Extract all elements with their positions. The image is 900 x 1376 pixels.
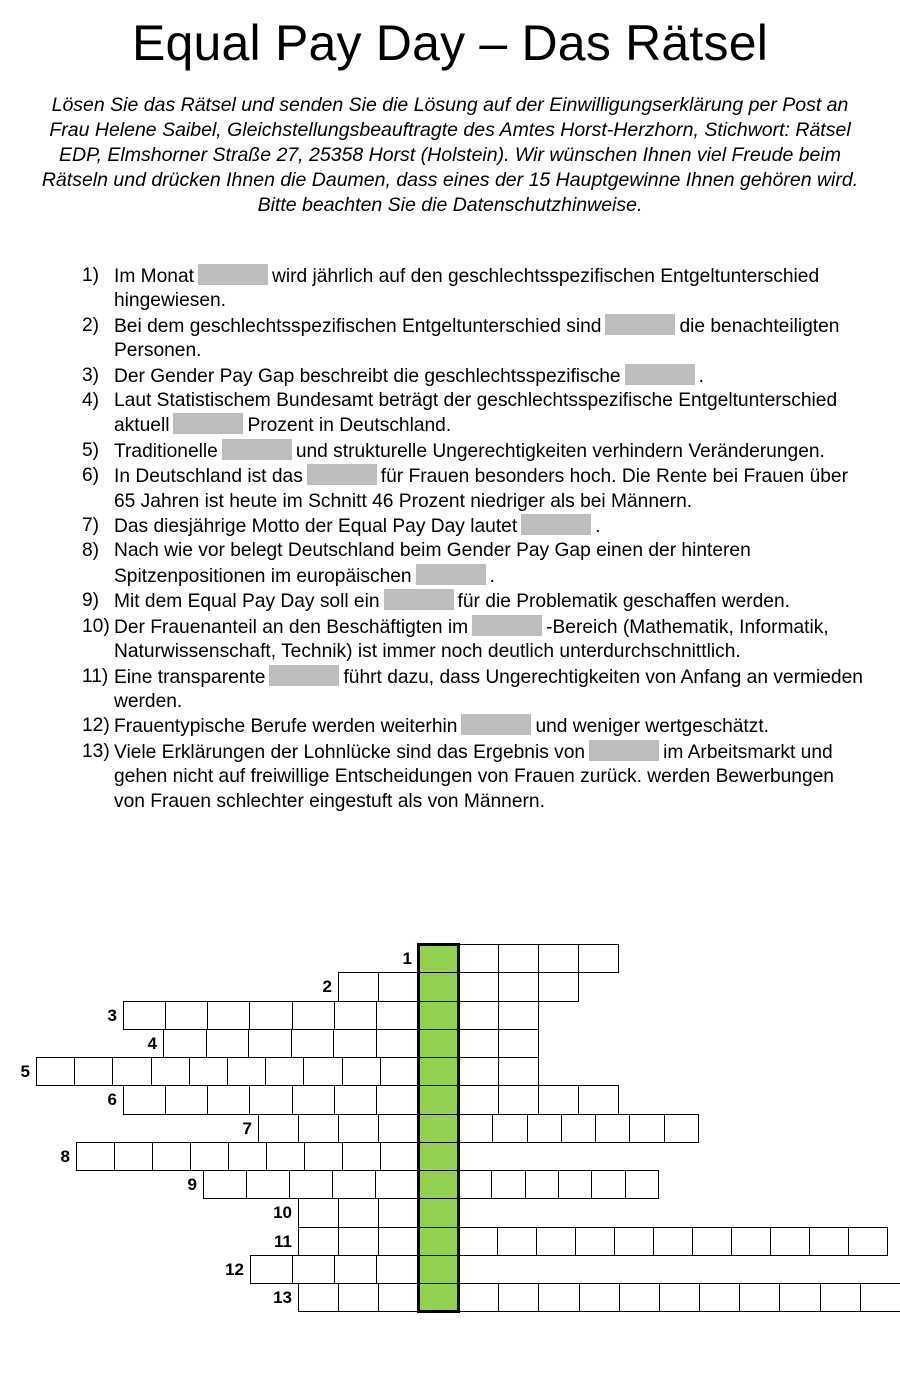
- crossword-cell[interactable]: [497, 1227, 537, 1256]
- solution-cell[interactable]: [418, 972, 459, 1001]
- crossword-cell[interactable]: [625, 1170, 659, 1199]
- crossword-cell[interactable]: [699, 1283, 740, 1312]
- crossword-cell[interactable]: [342, 1142, 381, 1171]
- crossword-cell[interactable]: [292, 1085, 335, 1114]
- crossword-cell[interactable]: [619, 1283, 660, 1312]
- crossword-cell[interactable]: [342, 1057, 381, 1086]
- crossword-cell[interactable]: [378, 1283, 419, 1312]
- clue-text-before: In Deutschland ist das: [114, 466, 303, 488]
- crossword-cell[interactable]: [458, 1198, 460, 1227]
- crossword-cell[interactable]: [114, 1142, 153, 1171]
- crossword-cell[interactable]: [779, 1283, 820, 1312]
- clue-text-before: Laut Statistischem Bundesamt beträgt der geschlechtsspezifische Entgeltunterschied aktuell: [114, 390, 838, 437]
- clue-number: 4): [82, 390, 100, 412]
- clue-text-before: Im Monat: [114, 266, 194, 287]
- crossword-cell[interactable]: [203, 1170, 247, 1199]
- crossword-cell[interactable]: [298, 1114, 339, 1143]
- crossword-cell[interactable]: [458, 944, 499, 973]
- solution-cell[interactable]: [418, 1255, 459, 1284]
- clue-text-before: Nach wie vor belegt Deutschland beim Gender Pay Gap einen der hinteren Spitzenpositionen im europäischen: [114, 540, 751, 587]
- crossword-cell[interactable]: [538, 1283, 579, 1312]
- clue-text-after: die benachteiligten Personen.: [114, 315, 840, 362]
- clue-number: 9): [82, 590, 100, 612]
- crossword-cell[interactable]: [248, 1029, 292, 1058]
- crossword-cell[interactable]: [36, 1057, 75, 1086]
- crossword-cell[interactable]: [525, 1170, 559, 1199]
- solution-cell[interactable]: [418, 944, 459, 973]
- crossword-cell[interactable]: [458, 1227, 498, 1256]
- crossword-cell[interactable]: [378, 1198, 419, 1227]
- crossword-cell[interactable]: [731, 1227, 771, 1256]
- crossword-cell[interactable]: [206, 1029, 250, 1058]
- row-number-label: 4: [147, 1033, 157, 1053]
- clue-text-before: Frauentypische Berufe werden weiterhin: [114, 716, 458, 738]
- crossword-cell[interactable]: [498, 972, 539, 1001]
- crossword-cell[interactable]: [578, 1085, 619, 1114]
- crossword-cell[interactable]: [378, 972, 419, 1001]
- clue-text-after: .: [698, 365, 704, 387]
- crossword-cell[interactable]: [338, 1114, 379, 1143]
- crossword-cell[interactable]: [249, 1001, 292, 1030]
- crossword-cell[interactable]: [304, 1142, 343, 1171]
- row-number-label: 13: [273, 1288, 292, 1307]
- crossword-cell[interactable]: [578, 944, 619, 973]
- solution-cell[interactable]: [418, 1057, 459, 1086]
- crossword-cell[interactable]: [163, 1029, 207, 1058]
- clue-number: 3): [82, 364, 100, 386]
- clue-number: 2): [82, 314, 100, 336]
- clue-number: 6): [82, 465, 100, 487]
- clue-text-before: Der Frauenanteil an den Beschäftigten im: [114, 616, 469, 638]
- clue-text-after: im Arbeitsmarkt und gehen nicht auf freiwillige Entscheidungen von Frauen zurück. werden Bewerbungen von Frauen schlechter eingestuft als von Männern.: [114, 741, 834, 812]
- crossword-cell[interactable]: [291, 1029, 335, 1058]
- crossword-cell[interactable]: [123, 1085, 166, 1114]
- intro-text: Lösen Sie das Rätsel und senden Sie die Lösung auf der Einwilligungserklärung per Post an Frau Helene Saibel, Gleichstellungsbeauftragte des Amtes Horst-Herzhorn, Stichwort: Rätsel EDP, Elmshorner Straße 27, 25358 Horst (Holstein). Wir wünschen Ihnen viel Freude beim Rätseln und drücken Ihnen die Daumen, dass eines der 15 Hauptgewinne Ihnen gehören wird. Bitte beachten Sie die Datenschutzhinweise.: [41, 94, 859, 216]
- crossword-cell[interactable]: [739, 1283, 780, 1312]
- crossword-cell[interactable]: [249, 1085, 292, 1114]
- crossword-cell[interactable]: [190, 1142, 229, 1171]
- crossword-cell[interactable]: [492, 1114, 527, 1143]
- row-number-label: 2: [322, 977, 332, 997]
- clue-text-after: für Frauen besonders hoch. Die Rente bei Frauen über 65 Jahren ist heute im Schnitt 46 Prozent niedriger als bei Männern.: [114, 466, 848, 512]
- crossword-cell[interactable]: [338, 972, 379, 1001]
- clue-number: 11): [82, 665, 109, 687]
- crossword-cell[interactable]: [250, 1255, 293, 1284]
- crossword-cell[interactable]: [498, 1029, 539, 1058]
- row-number-label: 9: [187, 1175, 197, 1194]
- crossword-cell[interactable]: [498, 1001, 539, 1030]
- solution-cell[interactable]: [418, 1227, 459, 1256]
- crossword-cell[interactable]: [246, 1170, 290, 1199]
- row-number-label: 3: [107, 1005, 117, 1025]
- row-number-label: 10: [273, 1203, 292, 1223]
- clue-number: 8): [82, 540, 100, 562]
- clue-text-after: für die Problematik geschaffen werden.: [457, 591, 790, 613]
- crossword-cell[interactable]: [265, 1057, 304, 1086]
- clue-number: 5): [82, 439, 100, 461]
- crossword-cell[interactable]: [538, 972, 579, 1001]
- crossword-cell[interactable]: [659, 1283, 700, 1312]
- clue-text-after: und weniger wertgeschätzt.: [535, 716, 770, 738]
- crossword-cell[interactable]: [333, 1029, 377, 1058]
- crossword-cell[interactable]: [820, 1283, 861, 1312]
- solution-cell[interactable]: [418, 1029, 459, 1058]
- crossword-cell[interactable]: [653, 1227, 693, 1256]
- crossword-cell[interactable]: [165, 1001, 208, 1030]
- clue-text-before: Das diesjährige Motto der Equal Pay Day lautet: [114, 516, 518, 538]
- clue-number: 1): [82, 265, 100, 286]
- crossword-cell[interactable]: [298, 1227, 339, 1256]
- clue-text-before: Bei dem geschlechtsspezifischen Entgeltunterschied sind: [114, 315, 602, 337]
- row-number-label: 12: [225, 1259, 244, 1279]
- crossword-cell[interactable]: [380, 1142, 419, 1171]
- crossword-cell[interactable]: [538, 1085, 579, 1114]
- crossword-cell[interactable]: [458, 1029, 499, 1058]
- crossword-cell[interactable]: [498, 1283, 539, 1312]
- crossword-cell[interactable]: [189, 1057, 228, 1086]
- clue-number: 7): [82, 515, 100, 537]
- crossword-cell[interactable]: [614, 1227, 654, 1256]
- crossword-cell[interactable]: [458, 1283, 499, 1312]
- solution-cell[interactable]: [418, 1283, 459, 1312]
- crossword-cell[interactable]: [860, 1283, 900, 1312]
- clue-text-after: Prozent in Deutschland.: [247, 415, 452, 437]
- crossword-cell[interactable]: [498, 1085, 539, 1114]
- crossword-cell[interactable]: [664, 1114, 699, 1143]
- solution-cell[interactable]: [418, 1114, 459, 1143]
- crossword-cell[interactable]: [376, 1255, 419, 1284]
- clue-text-before: Eine transparente: [114, 666, 266, 688]
- crossword-cell[interactable]: [292, 1001, 335, 1030]
- crossword-cell[interactable]: [458, 1057, 499, 1086]
- crossword-cell[interactable]: [258, 1114, 299, 1143]
- crossword-cell[interactable]: [165, 1085, 208, 1114]
- solution-cell[interactable]: [418, 1198, 459, 1227]
- crossword-cell[interactable]: [76, 1142, 115, 1171]
- clue-text-after: und strukturelle Ungerechtigkeiten verhindern Veränderungen.: [295, 440, 825, 462]
- crossword-cell[interactable]: [498, 944, 539, 973]
- crossword-cell[interactable]: [227, 1057, 266, 1086]
- row-number-label: 5: [20, 1062, 30, 1081]
- crossword-cell[interactable]: [378, 1114, 419, 1143]
- crossword-cell[interactable]: [561, 1114, 596, 1143]
- crossword-cell[interactable]: [527, 1114, 562, 1143]
- crossword-cell[interactable]: [595, 1114, 630, 1143]
- crossword-cell[interactable]: [207, 1085, 250, 1114]
- crossword-cell[interactable]: [303, 1057, 342, 1086]
- crossword-cell[interactable]: [334, 1255, 377, 1284]
- row-number-label: 1: [402, 949, 412, 968]
- crossword-cell[interactable]: [538, 944, 579, 973]
- crossword-cell[interactable]: [298, 1283, 339, 1312]
- crossword-cell[interactable]: [491, 1170, 525, 1199]
- clue-text-after: führt dazu, dass Ungerechtigkeiten von Anfang an vermieden werden.: [114, 666, 863, 712]
- clue-text-before: Viele Erklärungen der Lohnlücke sind das Ergebnis von: [114, 741, 586, 763]
- crossword-cell[interactable]: [112, 1057, 151, 1086]
- crossword-cell[interactable]: [151, 1057, 190, 1086]
- crossword-cell[interactable]: [558, 1170, 592, 1199]
- crossword-cell[interactable]: [575, 1227, 615, 1256]
- crossword-cell[interactable]: [334, 1085, 377, 1114]
- clue-text-before: Der Gender Pay Gap beschreibt die geschlechtsspezifische: [114, 365, 621, 387]
- crossword-cell[interactable]: [848, 1227, 888, 1256]
- crossword-cell[interactable]: [458, 972, 499, 1001]
- row-number-label: 6: [107, 1090, 117, 1110]
- crossword-cell[interactable]: [334, 1001, 377, 1030]
- crossword-cell[interactable]: [591, 1170, 625, 1199]
- solution-cell[interactable]: [418, 1001, 459, 1030]
- crossword-cell[interactable]: [292, 1255, 335, 1284]
- crossword-cell[interactable]: [579, 1283, 620, 1312]
- crossword-cell[interactable]: [458, 1085, 499, 1114]
- clue-text-before: Mit dem Equal Pay Day soll ein: [114, 591, 380, 613]
- row-number-label: 8: [60, 1146, 70, 1166]
- crossword-cell[interactable]: [266, 1142, 305, 1171]
- page-title: Equal Pay Day – Das Rätsel: [131, 15, 769, 71]
- crossword-cell[interactable]: [152, 1142, 191, 1171]
- crossword-cell[interactable]: [289, 1170, 333, 1199]
- clue-text-after: .: [595, 516, 601, 538]
- crossword-cell[interactable]: [375, 1170, 419, 1199]
- clue-text-after: wird jährlich auf den geschlechtsspezifischen Entgeltunterschied hingewiesen.: [114, 266, 820, 312]
- crossword-cell[interactable]: [498, 1057, 539, 1086]
- clue-text-after: -Bereich (Mathematik, Informatik, Naturwissenschaft, Technik) ist immer noch deutlich unterdurchschnittlich.: [114, 616, 829, 663]
- crossword-cell[interactable]: [332, 1170, 376, 1199]
- crossword-cell[interactable]: [376, 1029, 420, 1058]
- solution-cell[interactable]: [418, 1142, 459, 1171]
- crossword-cell[interactable]: [770, 1227, 810, 1256]
- crossword-cell[interactable]: [376, 1001, 419, 1030]
- crossword-cell[interactable]: [376, 1085, 419, 1114]
- clue-number: 13): [82, 740, 110, 762]
- crossword-cell[interactable]: [809, 1227, 849, 1256]
- crossword-cell[interactable]: [207, 1001, 250, 1030]
- crossword-cell[interactable]: [123, 1001, 166, 1030]
- clue-text-before: Traditionelle: [114, 440, 218, 462]
- crossword-cell[interactable]: [629, 1114, 664, 1143]
- crossword-cell[interactable]: [458, 1001, 499, 1030]
- solution-cell[interactable]: [418, 1170, 459, 1199]
- row-number-label: 7: [242, 1118, 252, 1138]
- crossword-cell[interactable]: [338, 1283, 379, 1312]
- row-number-label: 11: [274, 1231, 292, 1251]
- crossword-cell[interactable]: [338, 1227, 379, 1256]
- crossword-cell[interactable]: [228, 1142, 267, 1171]
- clue-text-after: .: [489, 565, 495, 587]
- solution-cell[interactable]: [418, 1085, 459, 1114]
- clue-number: 12): [82, 715, 110, 737]
- crossword-cell[interactable]: [74, 1057, 113, 1086]
- crossword-cell[interactable]: [536, 1227, 576, 1256]
- clue-number: 10): [82, 615, 110, 637]
- crossword-cell[interactable]: [380, 1057, 419, 1086]
- crossword-cell[interactable]: [692, 1227, 732, 1256]
- crossword-cell[interactable]: [378, 1227, 419, 1256]
- crossword-cell[interactable]: [458, 1114, 493, 1143]
- crossword-cell[interactable]: [458, 1170, 492, 1199]
- crossword-cell[interactable]: [338, 1198, 379, 1227]
- crossword-cell[interactable]: [298, 1198, 339, 1227]
